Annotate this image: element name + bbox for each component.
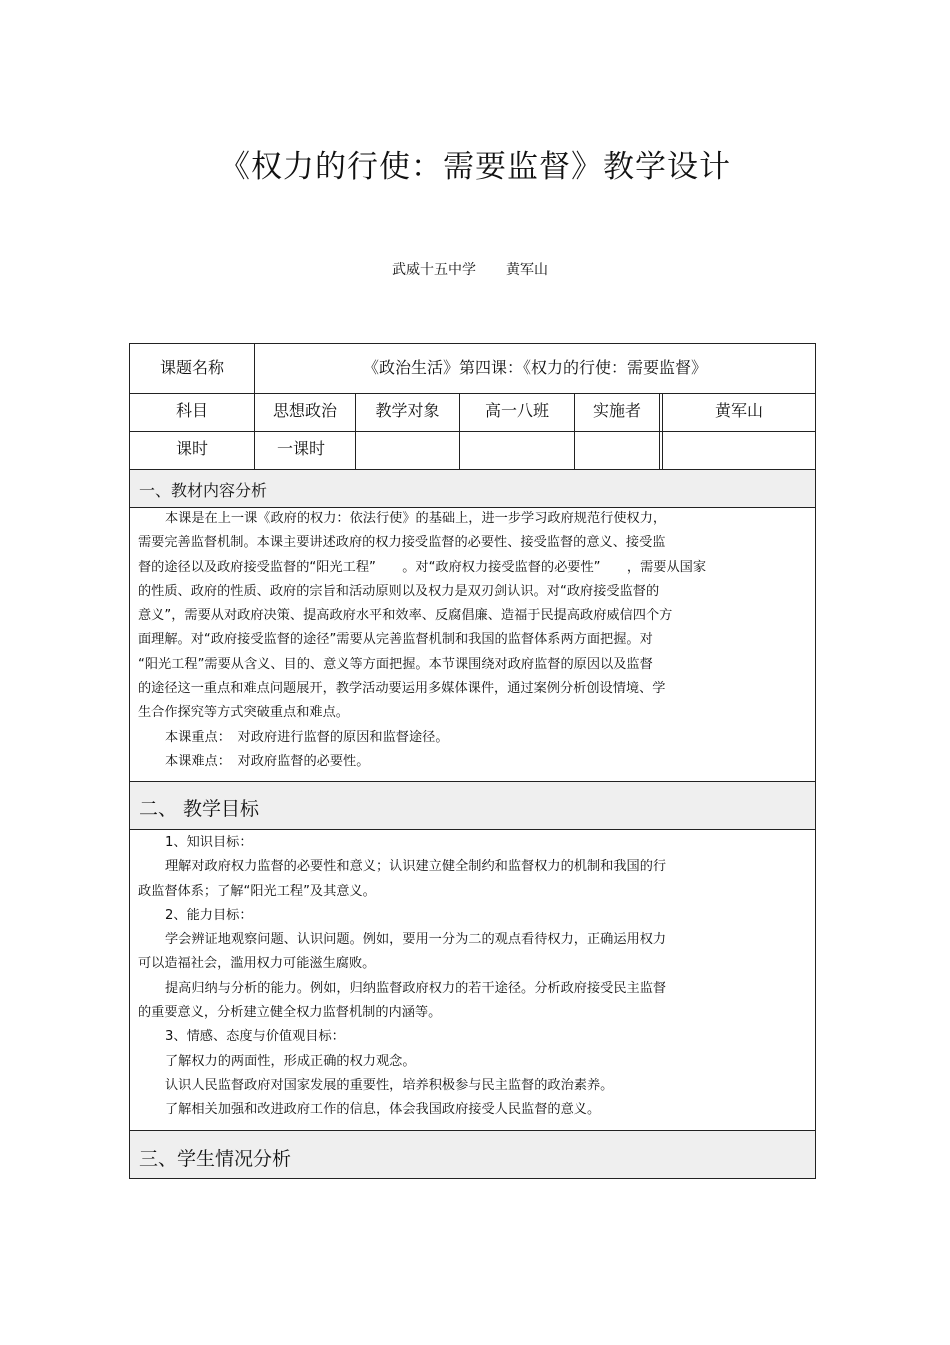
lesson-plan-table	[129, 343, 816, 1179]
section1-line: 生合作探究等方式突破重点和难点。	[138, 705, 349, 721]
section2-body	[138, 831, 810, 1123]
document-title: 《权力的行使：需要监督》教学设计	[219, 149, 731, 185]
section2-heading: 二、 教学目标	[139, 798, 260, 820]
section2-line: 理解对政府权力监督的必要性和意义；认识建立健全制约和监督权力的机制和我国的行	[165, 859, 667, 875]
topic-value: 《政治生活》第四课：《权力的行使：需要监督》	[362, 358, 707, 377]
hours-label: 课时	[175, 439, 208, 458]
section2-line: 了解权力的两面性，形成正确的权力观念。	[165, 1053, 416, 1069]
section1-line: 的性质、政府的性质、政府的宗旨和活动原则以及权力是双刃剑认识。对“政府接受监督的	[138, 583, 660, 599]
section1-line: 需要完善监督机制。本课主要讲述政府的权力接受监督的必要性、接受监督的意义、接受监	[138, 535, 666, 551]
key-point: 本课重点： 对政府进行监督的原因和监督途径。	[165, 729, 449, 745]
section2-line: 1、知识目标：	[165, 835, 253, 850]
row-divider	[130, 431, 815, 432]
section2-line: 2、能力目标：	[165, 907, 253, 923]
row-divider	[130, 829, 815, 830]
subject-label: 科目	[175, 401, 208, 420]
section1-line: 本课是在上一课《政府的权力：依法行使》的基础上，进一步学习政府规范行使权力，	[165, 511, 667, 526]
section2-line: 学会辨证地观察问题、认识问题。例如，要用一分为二的观点看待权力，正确运用权力	[165, 932, 667, 948]
subject-value: 思想政治	[272, 401, 337, 420]
row-divider	[130, 393, 815, 394]
teacher-value: 黄军山	[714, 401, 763, 420]
row-divider	[130, 781, 815, 782]
section2-line: 提高归纳与分析的能力。例如，归纳监督政府权力的若干途径。分析政府接受民主监督	[165, 980, 667, 996]
row-divider	[130, 1130, 815, 1131]
col-divider	[659, 393, 660, 469]
section2-line: 的重要意义，分析建立健全权力监督机制的内涵等。	[138, 1005, 442, 1021]
byline	[392, 259, 578, 279]
teacher-label: 实施者	[592, 401, 641, 420]
section3-heading: 三、学生情况分析	[139, 1148, 292, 1170]
section1-body	[138, 507, 810, 774]
author-name: 黄军山	[506, 262, 548, 278]
section2-line: 认识人民监督政府对国家发展的重要性，培养积极参与民主监督的政治素养。	[165, 1077, 614, 1093]
row-divider	[130, 469, 815, 470]
section2-line: 可以造福社会，滥用权力可能滋生腐败。	[138, 956, 376, 972]
section2-line: 政监督体系；了解“阳光工程”及其意义。	[138, 883, 376, 899]
school-name: 武威十五中学	[392, 262, 476, 278]
section1-heading: 一、教材内容分析	[139, 481, 268, 500]
section1-line: 意义”，需要从对政府决策、提高政府水平和效率、反腐倡廉、造福于民提高政府威信四个方	[138, 608, 673, 624]
section1-line: 督的途径以及政府接受监督的“阳光工程” 。对“政府权力接受监督的必要性” ，需要从国家	[138, 559, 707, 575]
target-value: 高一八班	[484, 401, 549, 420]
topic-label: 课题名称	[159, 358, 224, 377]
target-label: 教学对象	[375, 401, 440, 420]
section2-line: 3、情感、态度与价值观目标：	[165, 1029, 345, 1045]
hours-value: 一课时	[276, 439, 325, 458]
section1-line: 面理解。对“政府接受监督的途径”需要从完善监督机制和我国的监督体系两方面把握。对	[138, 632, 653, 648]
difficult-point: 本课难点： 对政府监督的必要性。	[165, 753, 370, 769]
section1-line: “阳光工程”需要从含义、目的、意义等方面把握。本节课围绕对政府监督的原因以及监督	[138, 656, 653, 672]
section2-line: 了解相关加强和改进政府工作的信息，体会我国政府接受人民监督的意义。	[165, 1102, 601, 1118]
section1-line: 的途径这一重点和难点问题展开，教学活动要运用多媒体课件，通过案例分析创设情境、学	[138, 681, 666, 697]
